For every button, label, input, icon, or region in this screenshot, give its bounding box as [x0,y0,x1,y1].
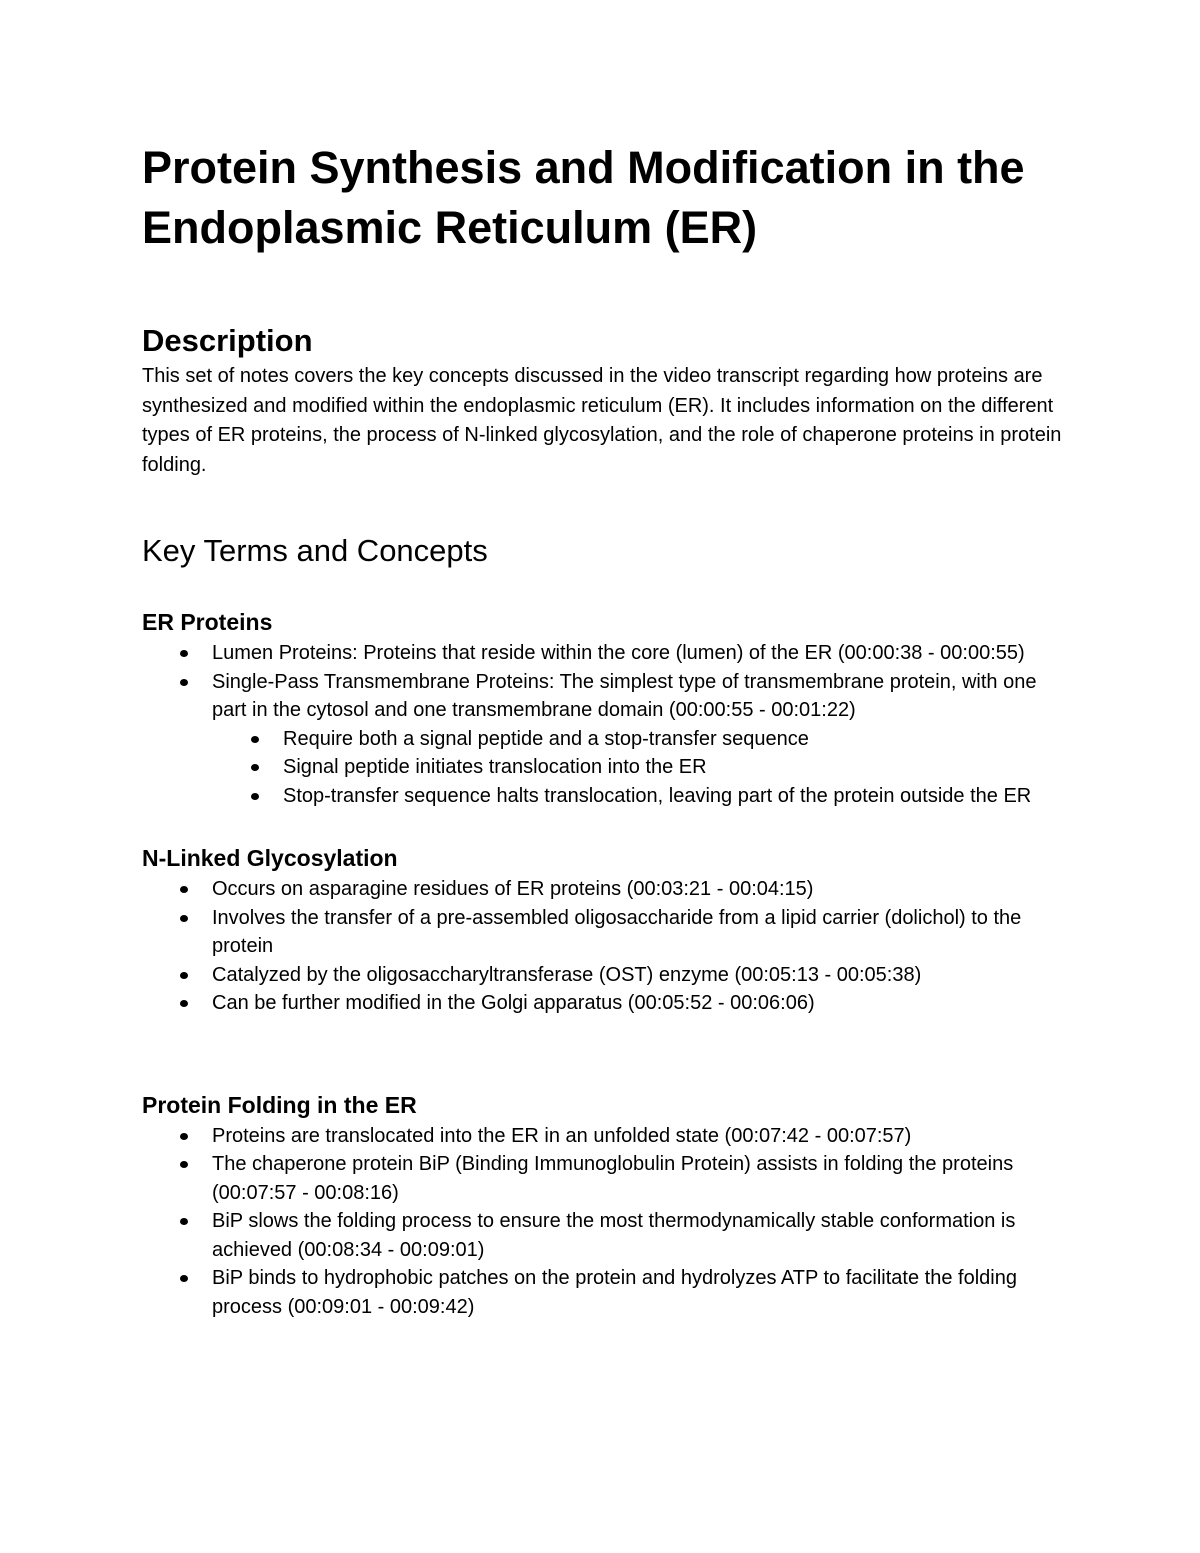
list-item: Can be further modified in the Golgi apparatus (00:05:52 - 00:06:06) [212,989,1072,1018]
list-item: Proteins are translocated into the ER in an unfolded state (00:07:42 - 00:07:57) [212,1122,1072,1151]
folding-heading: Protein Folding in the ER [142,1091,417,1118]
sub-list-item: Require both a signal peptide and a stop-transfer sequence [283,725,1072,754]
description-text: This set of notes covers the key concepts discussed in the video transcript regarding how proteins are synthesized and modified within the endoplasmic reticulum (ER). It includes information on the different types of ER proteins, the process of N-linked glycosylation, and the role of chaperone proteins in protein folding. [142,365,1062,476]
list-item-text: Single-Pass Transmembrane Proteins: The simplest type of transmembrane protein, with one part in the cytosol and one transmembrane domain (00:00:55 - 00:01:22) [212,670,1037,721]
list-item: The chaperone protein BiP (Binding Immunoglobulin Protein) assists in folding the proteins (00:07:57 - 00:08:16) [212,1150,1072,1207]
document-page [142,138,1072,1321]
er-proteins-list [142,639,1072,810]
sub-list-item: Signal peptide initiates translocation into the ER [283,753,1072,782]
description-heading: Description [142,323,313,358]
key-terms-heading: Key Terms and Concepts [142,533,488,568]
folding-list [142,1122,1072,1322]
document-title: Protein Synthesis and Modification in the Endoplasmic Reticulum (ER) [142,142,1025,253]
list-item: BiP binds to hydrophobic patches on the protein and hydrolyzes ATP to facilitate the folding process (00:09:01 - 00:09:42) [212,1264,1072,1321]
transmembrane-sublist [212,725,1072,811]
er-proteins-heading: ER Proteins [142,609,273,635]
list-item: Catalyzed by the oligosaccharyltransferase (OST) enzyme (00:05:13 - 00:05:38) [212,961,1072,990]
glycosylation-heading: N-Linked Glycosylation [142,845,398,871]
list-item: BiP slows the folding process to ensure the most thermodynamically stable conformation is achieved (00:08:34 - 00:09:01) [212,1207,1072,1264]
glycosylation-list [142,875,1072,1018]
list-item: Lumen Proteins: Proteins that reside within the core (lumen) of the ER (00:00:38 - 00:00:55) [212,639,1072,668]
list-item: Occurs on asparagine residues of ER proteins (00:03:21 - 00:04:15) [212,875,1072,904]
list-item: Involves the transfer of a pre-assembled oligosaccharide from a lipid carrier (dolichol) to the protein [212,904,1072,961]
list-item [212,668,1072,811]
sub-list-item: Stop-transfer sequence halts translocation, leaving part of the protein outside the ER [283,782,1072,811]
